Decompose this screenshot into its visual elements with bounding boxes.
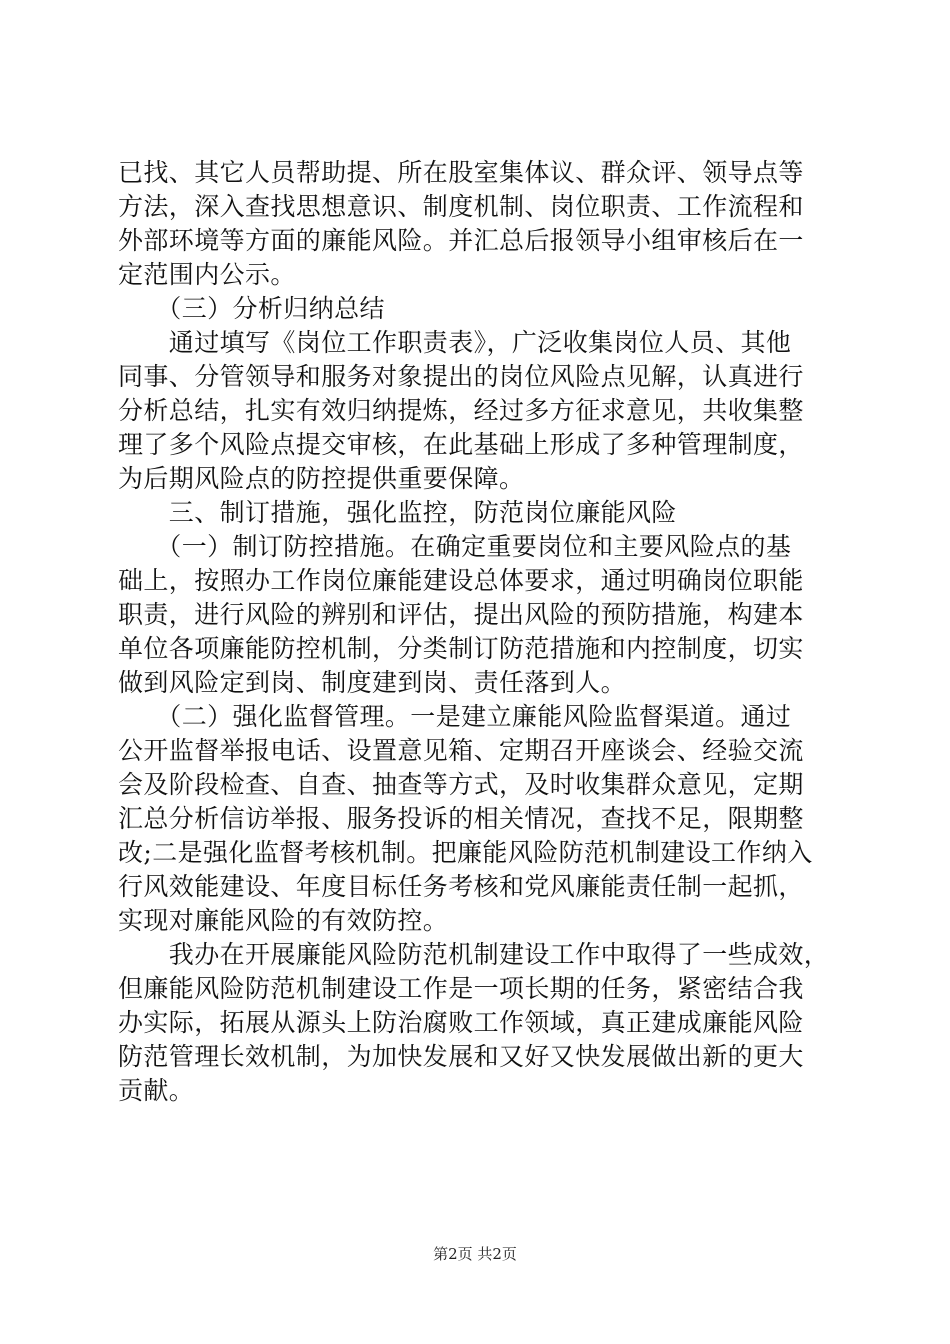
text-line: 职责，进行风险的辨别和评估，提出风险的预防措施，构建本 (118, 600, 804, 629)
text-line: 础上，按照办工作岗位廉能建设总体要求，通过明确岗位职能 (118, 566, 804, 595)
text-line: 分析总结，扎实有效归纳提炼，经过多方征求意见，共收集整 (118, 396, 804, 425)
text-line: 单位各项廉能防控机制，分类制订防范措施和内控制度，切实 (118, 634, 804, 663)
text-line: 贡献。 (118, 1076, 195, 1105)
text-line: 但廉能风险防范机制建设工作是一项长期的任务，紧密结合我 (118, 974, 804, 1003)
page-number-footer: 第2页 共2页 (433, 1245, 517, 1263)
text-line: 改;二是强化监督考核机制。把廉能风险防范机制建设工作纳入 (118, 838, 813, 867)
text-line: 通过填写《岗位工作职责表》，广泛收集岗位人员、其他 (118, 328, 792, 357)
text-line: 外部环境等方面的廉能风险。并汇总后报领导小组审核后在一 (118, 226, 804, 255)
text-line: 已找、其它人员帮助提、所在股室集体议、群众评、领导点等 (118, 158, 804, 187)
text-line: 做到风险定到岗、制度建到岗、责任落到人。 (118, 668, 627, 697)
text-line: 办实际，拓展从源头上防治腐败工作领域，真正建成廉能风险 (118, 1008, 804, 1037)
text-line: 会及阶段检查、自查、抽查等方式，及时收集群众意见，定期 (118, 770, 804, 799)
section-heading: （三）分析归纳总结 (118, 294, 385, 323)
text-line: 防范管理长效机制，为加快发展和又好又快发展做出新的更大 (118, 1042, 804, 1071)
text-line: 公开监督举报电话、设置意见箱、定期召开座谈会、经验交流 (118, 736, 804, 765)
text-line: （一）制订防控措施。在确定重要岗位和主要风险点的基 (118, 532, 792, 561)
text-line: 行风效能建设、年度目标任务考核和党风廉能责任制一起抓， (118, 872, 804, 901)
text-line: 实现对廉能风险的有效防控。 (118, 906, 449, 935)
document-body (118, 156, 831, 1108)
text-line: 定范围内公示。 (118, 260, 296, 289)
text-line: 同事、分管领导和服务对象提出的岗位风险点见解，认真进行 (118, 362, 804, 391)
text-line: 我办在开展廉能风险防范机制建设工作中取得了一些成效， (118, 940, 830, 969)
text-line: 方法，深入查找思想意识、制度机制、岗位职责、工作流程和 (118, 192, 804, 221)
section-heading: 三、制订措施，强化监控，防范岗位廉能风险 (118, 498, 677, 527)
text-line: 理了多个风险点提交审核，在此基础上形成了多种管理制度， (118, 430, 804, 459)
text-line: （二）强化监督管理。一是建立廉能风险监督渠道。通过 (118, 702, 792, 731)
text-line: 汇总分析信访举报、服务投诉的相关情况，查找不足，限期整 (118, 804, 804, 833)
text-line: 为后期风险点的防控提供重要保障。 (118, 464, 525, 493)
